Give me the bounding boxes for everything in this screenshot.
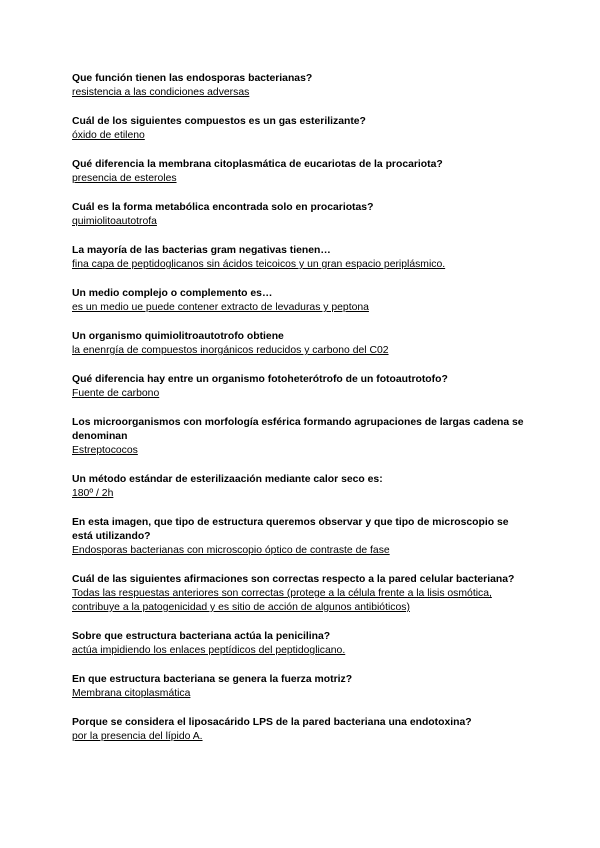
question-text: Sobre que estructura bacteriana actúa la penicilina?: [72, 631, 331, 642]
qa-item: [72, 373, 532, 401]
answer-text: 180º / 2h: [72, 488, 114, 499]
question-text: Los microorganismos con morfología esférica formando agrupaciones de largas cadena se denominan: [72, 417, 524, 442]
question-text: Cuál es la forma metabólica encontrada solo en procariotas?: [72, 202, 374, 213]
question-text: Cuál de los siguientes compuestos es un gas esterilizante?: [72, 116, 366, 127]
answer-text: es un medio ue puede contener extracto de levaduras y peptona: [72, 302, 369, 313]
question-text: En que estructura bacteriana se genera la fuerza motriz?: [72, 674, 353, 685]
answer-text: por la presencia del lípido A.: [72, 731, 203, 742]
answer-text: fina capa de peptidoglicanos sin ácidos teicoicos y un gran espacio periplásmico.: [72, 259, 446, 270]
question-text: Un medio complejo o complemento es…: [72, 288, 273, 299]
qa-item: [72, 473, 532, 501]
answer-text: actúa impidiendo los enlaces peptídicos del peptidoglicano.: [72, 645, 346, 656]
qa-item: [72, 716, 532, 744]
question-text: Cuál de las siguientes afirmaciones son correctas respecto a la pared celular bacteriana?: [72, 574, 515, 585]
document-page: [72, 72, 532, 759]
qa-item: [72, 115, 532, 143]
question-text: Que función tienen las endosporas bacterianas?: [72, 73, 313, 84]
question-text: Un método estándar de esterilizaación mediante calor seco es:: [72, 474, 383, 485]
answer-text: Endosporas bacterianas con microscopio óptico de contraste de fase: [72, 545, 390, 556]
answer-text: la enenrgía de compuestos inorgánicos reducidos y carbono del C02: [72, 345, 389, 356]
qa-item: [72, 287, 532, 315]
answer-text: quimiolitoautotrofa: [72, 216, 157, 227]
answer-text: Membrana citoplasmática: [72, 688, 191, 699]
qa-item: [72, 330, 532, 358]
question-text: En esta imagen, que tipo de estructura queremos observar y que tipo de microscopio se está utilizando?: [72, 517, 509, 542]
qa-item: [72, 516, 532, 558]
answer-text: presencia de esteroles: [72, 173, 177, 184]
answer-text: Fuente de carbono: [72, 388, 160, 399]
question-text: La mayoría de las bacterias gram negativas tienen…: [72, 245, 331, 256]
answer-text: óxido de etileno: [72, 130, 145, 141]
answer-text: resistencia a las condiciones adversas: [72, 87, 250, 98]
qa-item: [72, 416, 532, 458]
qa-item: [72, 244, 532, 272]
qa-item: [72, 201, 532, 229]
question-text: Porque se considera el liposacárido LPS de la pared bacteriana una endotoxina?: [72, 717, 472, 728]
qa-item: [72, 573, 532, 615]
question-text: Qué diferencia la membrana citoplasmática de eucariotas de la procariota?: [72, 159, 443, 170]
question-text: Un organismo quimiolitroautotrofo obtiene: [72, 331, 284, 342]
qa-item: [72, 630, 532, 658]
answer-text: Estreptococos: [72, 445, 138, 456]
answer-text: Todas las respuestas anteriores son correctas (protege a la célula frente a la lisis osmótica, contribuye a la patogenicidad y es sitio de acción de algunos antibióticos): [72, 588, 492, 613]
qa-item: [72, 72, 532, 100]
question-text: Qué diferencia hay entre un organismo fotoheterótrofo de un fotoautrotofo?: [72, 374, 448, 385]
qa-item: [72, 673, 532, 701]
qa-item: [72, 158, 532, 186]
